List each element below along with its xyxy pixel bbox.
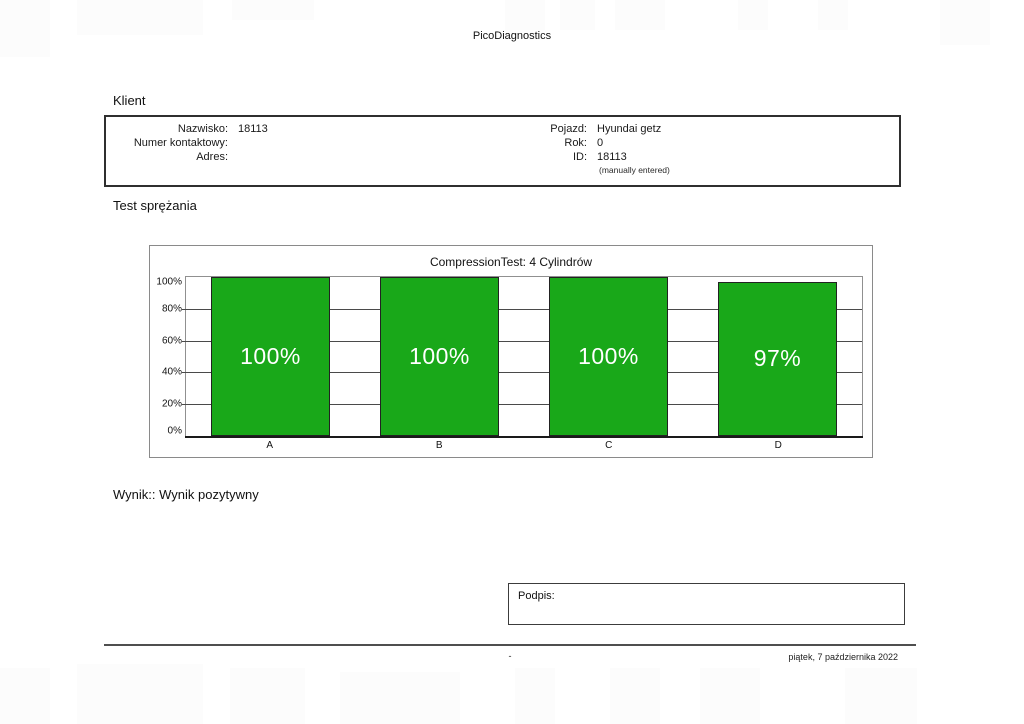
field-label: Nazwisko: — [177, 123, 228, 135]
field-row-nazwisko — [118, 122, 268, 136]
field-row-adres — [118, 150, 268, 164]
client-fields-right — [522, 122, 670, 177]
compression-test-chart — [149, 245, 873, 458]
result-label: Wynik:: — [113, 487, 156, 502]
chart-plot-area — [156, 276, 863, 437]
bar-value-label: 100% — [240, 343, 301, 369]
footer-page-placeholder: - — [508, 651, 512, 661]
client-info-box — [104, 115, 901, 187]
bar-value-label: 97% — [753, 345, 802, 372]
field-value: Hyundai getz — [597, 123, 662, 135]
xtick-c: C — [605, 440, 613, 451]
background-artifact — [230, 668, 305, 724]
footer-divider — [104, 644, 916, 646]
xtick-d: D — [774, 440, 782, 451]
bar-value-label: 100% — [578, 343, 639, 369]
bar-cylinder-a — [211, 277, 330, 436]
background-artifact — [0, 668, 50, 724]
x-axis-line — [185, 436, 863, 438]
client-fields-left — [118, 122, 268, 164]
background-artifact — [505, 0, 545, 30]
ytick-80: 80% — [161, 303, 182, 315]
page-title: PicoDiagnostics — [472, 30, 552, 42]
field-label: ID: — [572, 151, 587, 163]
footer-date: piątek, 7 października 2022 — [788, 652, 898, 662]
bar-cylinder-c — [549, 277, 668, 436]
signature-box — [508, 583, 905, 625]
field-label: Pojazd: — [550, 123, 587, 135]
test-section-heading: Test sprężania — [113, 198, 197, 213]
background-artifact — [77, 664, 203, 724]
background-artifact — [845, 668, 917, 724]
chart-title: CompressionTest: 4 Cylindrów — [429, 255, 593, 269]
background-artifact — [610, 668, 660, 724]
field-label: Numer kontaktowy: — [133, 137, 228, 149]
field-value: 18113 — [238, 123, 268, 135]
ytick-0: 0% — [167, 425, 182, 437]
field-row-rok — [522, 136, 670, 150]
ytick-60: 60% — [161, 335, 182, 347]
background-artifact — [818, 0, 848, 30]
bar-cylinder-d — [718, 282, 837, 436]
bar-cylinder-b — [380, 277, 499, 436]
field-label: Adres: — [196, 151, 228, 163]
background-artifact — [0, 0, 50, 57]
background-artifact — [560, 0, 595, 30]
xtick-b: B — [435, 440, 443, 451]
bar-value-label: 100% — [409, 343, 470, 369]
background-artifact — [232, 0, 314, 20]
manually-entered-note: (manually entered) — [599, 165, 670, 175]
background-artifact — [738, 0, 768, 30]
xtick-a: A — [266, 440, 274, 451]
field-value: 18113 — [597, 151, 627, 163]
client-section-heading: Klient — [113, 93, 146, 108]
background-artifact — [515, 668, 555, 724]
background-artifact — [340, 672, 460, 724]
signature-label: Podpis: — [518, 590, 555, 602]
background-artifact — [615, 0, 665, 30]
field-row-numer-kontaktowy — [118, 136, 268, 150]
x-axis-labels — [185, 440, 863, 454]
field-row-pojazd — [522, 122, 670, 136]
field-label: Rok: — [564, 137, 587, 149]
ytick-20: 20% — [161, 398, 182, 410]
ytick-100: 100% — [156, 276, 182, 288]
background-artifact — [700, 668, 760, 724]
field-value: 0 — [597, 137, 604, 149]
field-row-id — [522, 150, 670, 164]
result-line — [113, 487, 259, 502]
ytick-40: 40% — [161, 366, 182, 378]
result-value: Wynik pozytywny — [159, 487, 259, 502]
